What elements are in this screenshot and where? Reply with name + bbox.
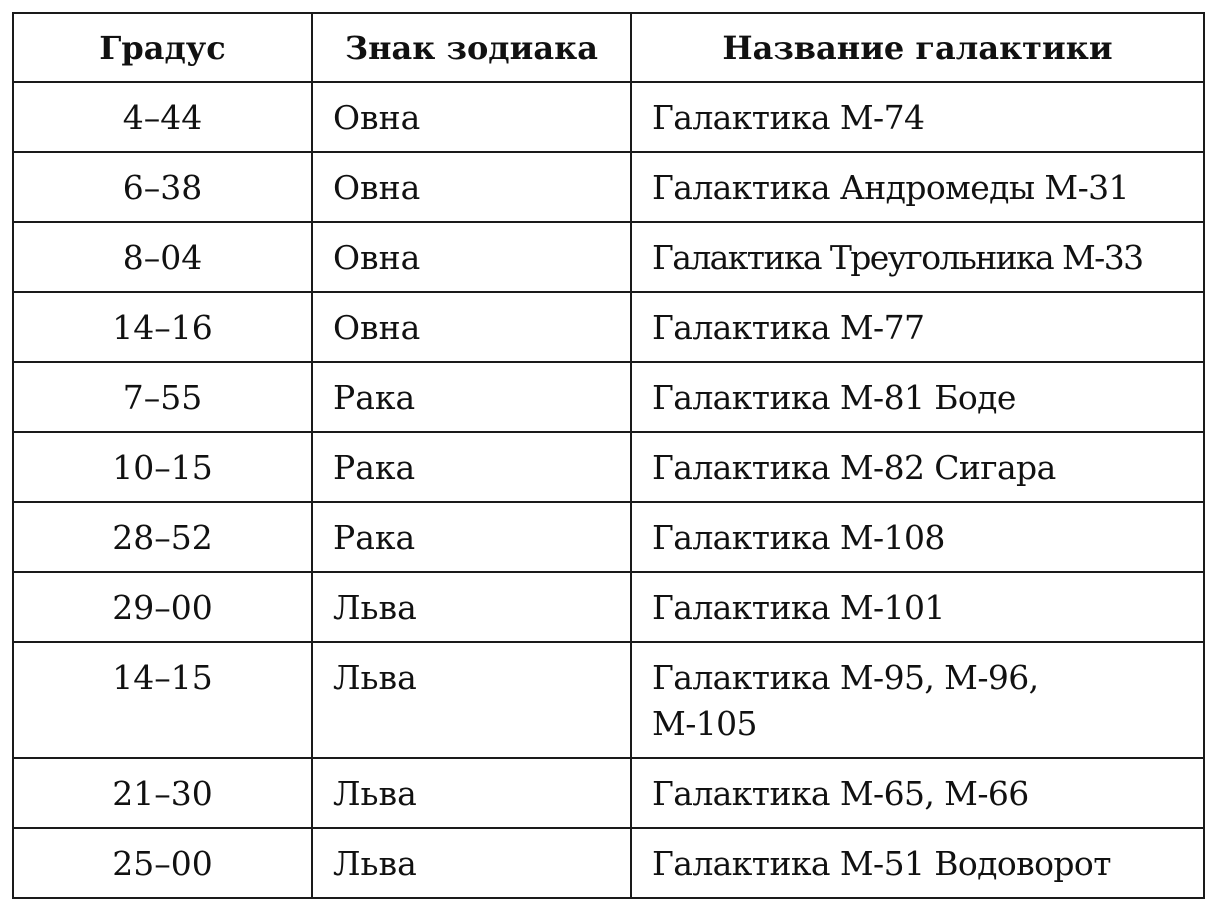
cell-degree: 25–00 — [13, 828, 312, 898]
table-row — [13, 362, 1204, 432]
cell-galaxy-name: Галактика М-95, М-96, М-105 — [631, 642, 1204, 758]
cell-zodiac-sign: Льва — [312, 828, 631, 898]
table-row — [13, 572, 1204, 642]
cell-zodiac-sign: Овна — [312, 292, 631, 362]
cell-degree: 29–00 — [13, 572, 312, 642]
header-zodiac-sign: Знак зодиака — [312, 13, 631, 82]
cell-degree: 6–38 — [13, 152, 312, 222]
cell-galaxy-name: Галактика М-74 — [631, 82, 1204, 152]
cell-zodiac-sign: Льва — [312, 642, 631, 758]
table-row — [13, 292, 1204, 362]
table-header-row — [13, 13, 1204, 82]
table-row — [13, 758, 1204, 828]
cell-galaxy-name: Галактика М-65, М-66 — [631, 758, 1204, 828]
cell-zodiac-sign: Рака — [312, 362, 631, 432]
cell-zodiac-sign: Рака — [312, 502, 631, 572]
cell-degree: 21–30 — [13, 758, 312, 828]
cell-zodiac-sign: Овна — [312, 222, 631, 292]
cell-galaxy-name: Галактика М-82 Сигара — [631, 432, 1204, 502]
cell-degree: 10–15 — [13, 432, 312, 502]
cell-galaxy-name: Галактика Треугольника М-33 — [631, 222, 1204, 292]
table-row — [13, 152, 1204, 222]
cell-degree: 7–55 — [13, 362, 312, 432]
cell-zodiac-sign: Льва — [312, 758, 631, 828]
header-degree: Градус — [13, 13, 312, 82]
cell-degree: 4–44 — [13, 82, 312, 152]
cell-degree: 14–15 — [13, 642, 312, 758]
cell-zodiac-sign: Овна — [312, 152, 631, 222]
cell-galaxy-name: Галактика М-51 Водоворот — [631, 828, 1204, 898]
table-row — [13, 502, 1204, 572]
cell-galaxy-name: Галактика М-108 — [631, 502, 1204, 572]
table-row — [13, 222, 1204, 292]
galaxy-table-container — [12, 12, 1205, 899]
header-galaxy-name: Название галактики — [631, 13, 1204, 82]
cell-galaxy-name: Галактика Андромеды М-31 — [631, 152, 1204, 222]
table-row — [13, 82, 1204, 152]
cell-degree: 28–52 — [13, 502, 312, 572]
table-row — [13, 642, 1204, 758]
cell-galaxy-name: Галактика М-101 — [631, 572, 1204, 642]
cell-galaxy-name: Галактика М-77 — [631, 292, 1204, 362]
cell-galaxy-name: Галактика М-81 Боде — [631, 362, 1204, 432]
cell-zodiac-sign: Льва — [312, 572, 631, 642]
cell-degree: 8–04 — [13, 222, 312, 292]
galaxy-table — [12, 12, 1205, 899]
table-row — [13, 432, 1204, 502]
cell-zodiac-sign: Овна — [312, 82, 631, 152]
cell-zodiac-sign: Рака — [312, 432, 631, 502]
cell-degree: 14–16 — [13, 292, 312, 362]
table-row — [13, 828, 1204, 898]
